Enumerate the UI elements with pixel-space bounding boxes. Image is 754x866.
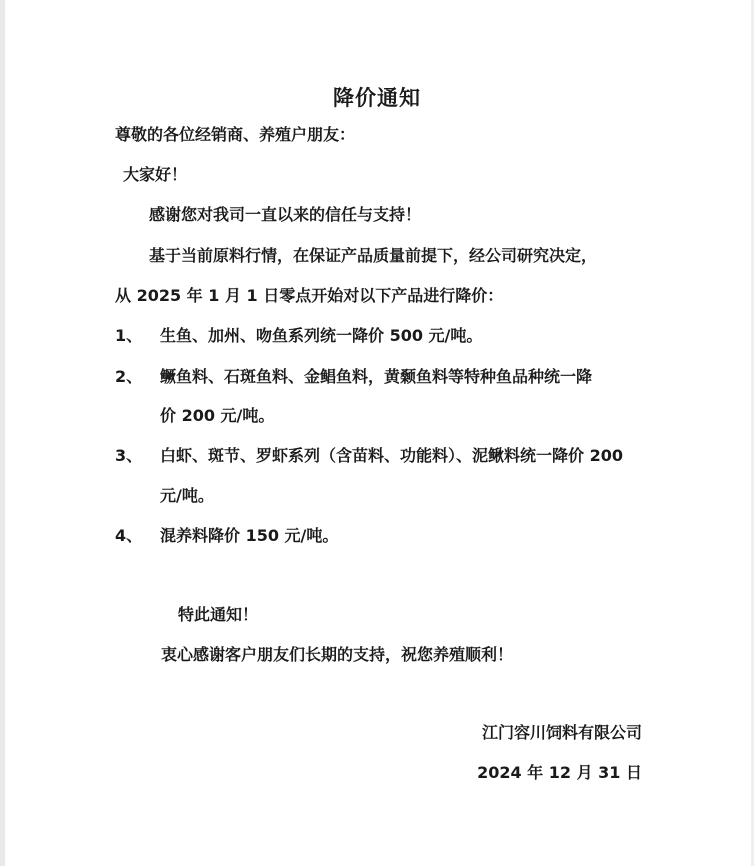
intro-line-2: 从 2025 年 1 月 1 日零点开始对以下产品进行降价：: [115, 286, 504, 305]
notice-date: 2024 年 12 月 31 日: [477, 763, 642, 782]
list-item-text: 鳜鱼料、石斑鱼料、金鲳鱼料，黄颡鱼料等特种鱼品种统一降: [160, 367, 593, 386]
notice-title: 降价通知: [333, 86, 421, 110]
list-item-text: 白虾、斑节、罗虾系列（含苗料、功能料）、泥鳅料统一降价 200: [160, 446, 623, 465]
intro-line-1: 基于当前原料行情，在保证产品质量前提下，经公司研究决定，: [149, 246, 598, 265]
list-item-text-continued: 元/吨。: [160, 486, 214, 505]
company-name: 江门容川饲料有限公司: [481, 723, 642, 742]
list-item-text-continued: 价 200 元/吨。: [160, 406, 275, 425]
list-item-text: 混养料降价 150 元/吨。: [160, 526, 339, 545]
thanks-text: 感谢您对我司一直以来的信任与支持！: [149, 205, 422, 224]
list-item-number: 4、: [115, 526, 143, 545]
list-item-number: 2、: [115, 367, 143, 386]
page-left-edge: [0, 0, 5, 866]
greeting: 大家好！: [123, 165, 188, 184]
closing-text: 衷心感谢客户朋友们长期的支持，祝您养殖顺利！: [161, 645, 514, 664]
salutation: 尊敬的各位经销商、养殖户朋友：: [115, 125, 356, 144]
list-item-number: 1、: [115, 326, 143, 345]
special-notice: 特此通知！: [178, 605, 259, 624]
list-item-text: 生鱼、加州、吻鱼系列统一降价 500 元/吨。: [160, 326, 483, 345]
list-item-number: 3、: [115, 446, 143, 465]
